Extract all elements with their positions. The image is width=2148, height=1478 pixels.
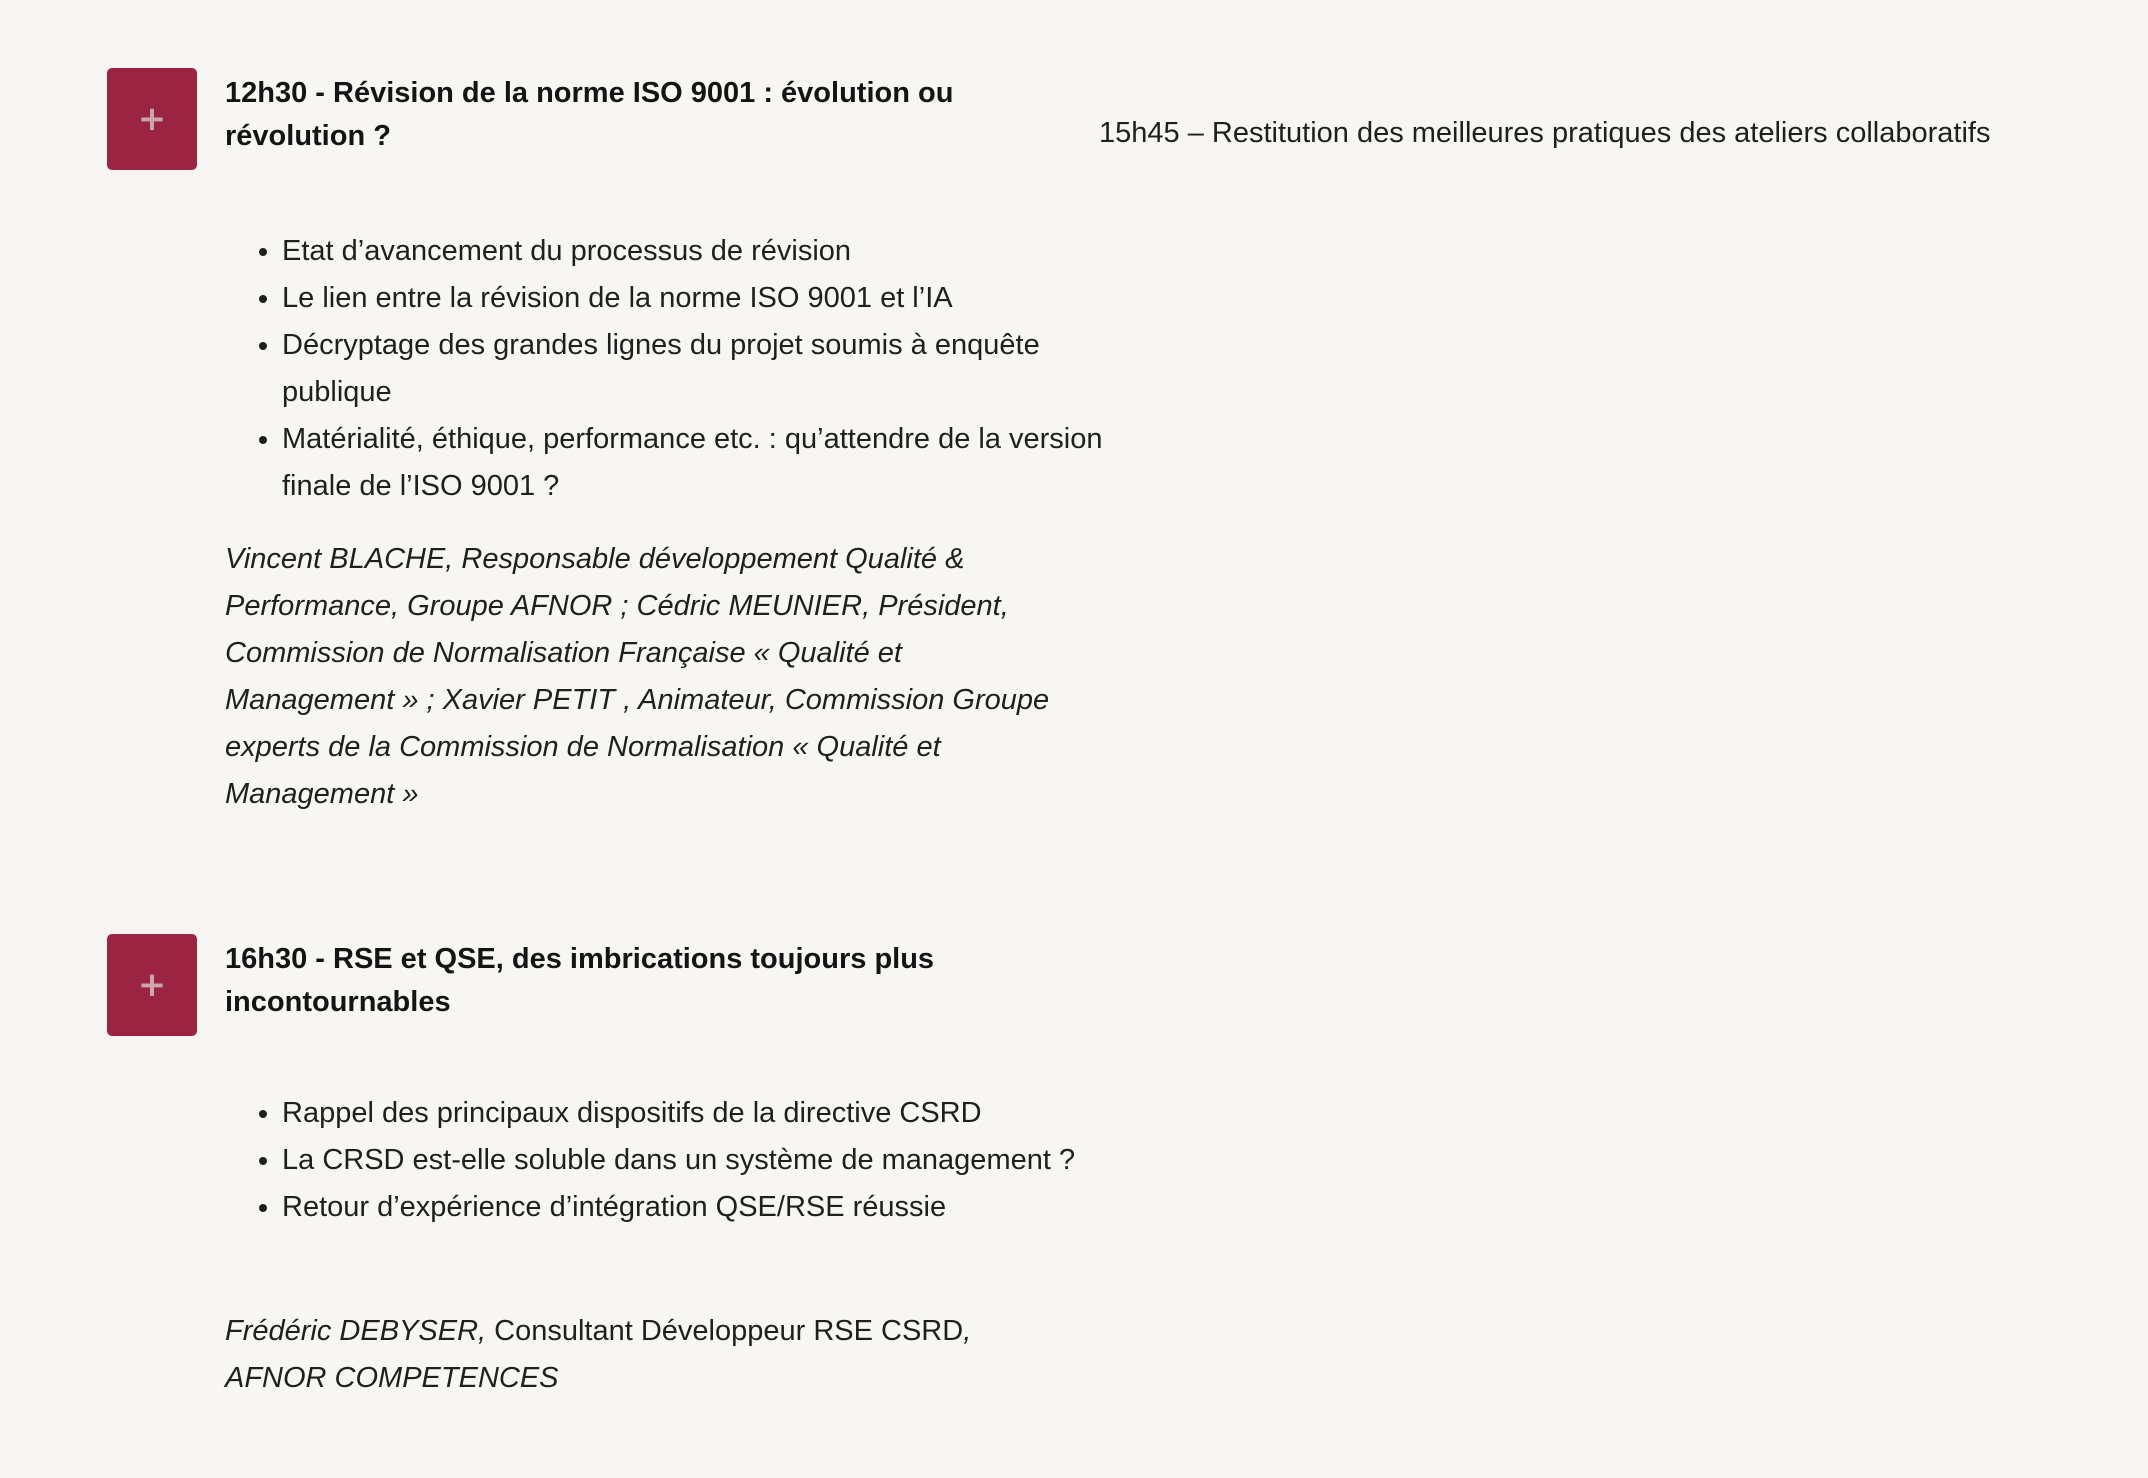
- plus-icon: +: [137, 99, 167, 139]
- plus-icon: +: [137, 965, 167, 1005]
- speaker-organization: AFNOR COMPETENCES: [225, 1362, 559, 1394]
- side-note-restitution: 15h45 – Restitution des meilleures pratiques des ateliers collaboratifs: [1099, 117, 1991, 149]
- list-item: • Décryptage des grandes lignes du projet soumis à enquête publique: [282, 322, 1132, 416]
- session-2-speakers: [225, 1308, 1075, 1402]
- session-2-title: 16h30 - RSE et QSE, des imbrications toujours plus incontournables: [225, 943, 935, 1018]
- session-1-title: 12h30 - Révision de la norme ISO 9001 : évolution ou révolution ?: [225, 77, 954, 152]
- list-item: • Matérialité, éthique, performance etc. : qu’attendre de la version finale de l’ISO 9001 ?: [282, 416, 1132, 510]
- list-item: • Etat d’avancement du processus de révision: [282, 228, 1132, 275]
- list-item: • Rappel des principaux dispositifs de la directive CSRD: [282, 1090, 1132, 1137]
- speaker-separator: ,: [963, 1315, 972, 1347]
- session-1-speakers: [225, 536, 1075, 818]
- expand-session-1-button[interactable]: [107, 68, 197, 170]
- session-2-points: [225, 1090, 1132, 1231]
- session-1-points: [225, 228, 1132, 510]
- speaker-role: Consultant Développeur RSE CSRD: [486, 1315, 964, 1347]
- speakers-text: Vincent BLACHE, Responsable développement Qualité & Performance, Groupe AFNOR ; Cédric MEUNIER, Président, Commission de Normalisation Française « Qualité et Management » ; Xavier PETIT , Animateur, Commission Groupe experts de la Commission de Normalisation « Qualité et Management »: [225, 543, 1050, 810]
- speaker-name: Frédéric DEBYSER,: [225, 1315, 487, 1347]
- list-item: • Retour d’expérience d’intégration QSE/RSE réussie: [282, 1184, 1132, 1231]
- list-item: • La CRSD est-elle soluble dans un système de management ?: [282, 1137, 1132, 1184]
- list-item: • Le lien entre la révision de la norme ISO 9001 et l’IA: [282, 275, 1132, 322]
- expand-session-2-button[interactable]: [107, 934, 197, 1036]
